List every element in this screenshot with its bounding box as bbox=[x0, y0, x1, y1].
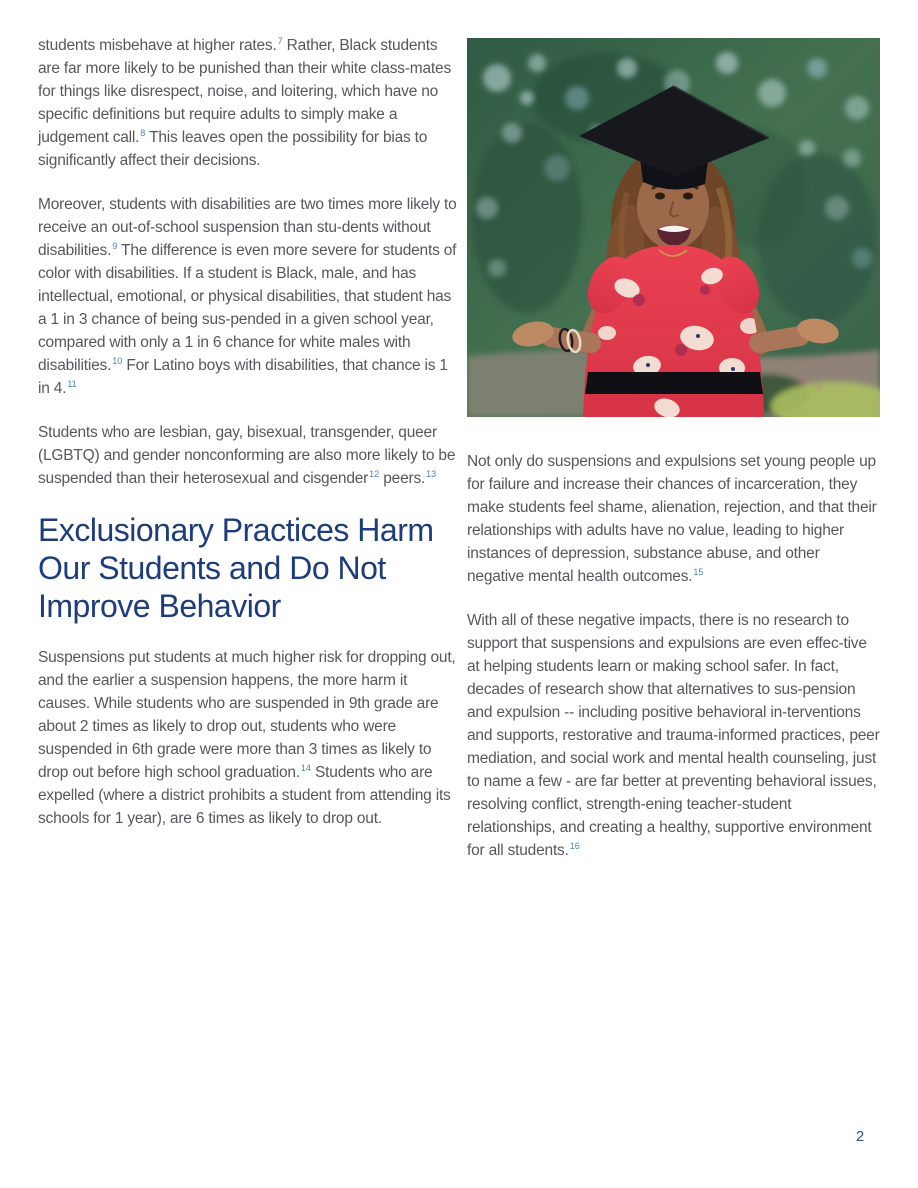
body-paragraph: Not only do suspensions and expulsions set young people up for failure and increase their chances of incarceration, they make students feel shame, alienation, rejection, and that their relationships with adults have no value, leading to higher instances of depression, substance abuse, and other negative mental health outcomes.$^{15}$ bbox=[467, 453, 877, 585]
footnote-marker: 8 bbox=[140, 127, 146, 138]
section-heading: Exclusionary Practices Harm Our Students and Do Not Improve Behavior bbox=[38, 512, 434, 624]
footnote-marker: 11 bbox=[67, 378, 77, 389]
body-paragraph: Suspensions put students at much higher risk for dropping out, and the earlier a suspension happens, the more harm it causes. While students who are suspended in 9th grade are about 2 times as likely to drop out, students who were suspended in 6th grade were more than 3 times as likely to drop out before high school graduation.$^{14}$ Students who are expelled (where a district prohibits a student from attending its schools for 1 year), are 6 times as likely to drop out. bbox=[38, 649, 456, 827]
body-paragraph: With all of these negative impacts, there is no research to support that suspensions and expulsions are even effec-tive at helping students learn or making school safer. In fact, decades of research show that alternatives to sus-pension and expulsion -- including positive behavioral in-terventions and supports, restorative and trauma-informed practices, peer mediation, and social work and mental health counseling, just to name a few - are far better at preventing behavioral issues, resolving conflict, strength-ening teacher-student relationships, and creating a healthy, supportive environment for all students.$^{16}$ bbox=[467, 612, 880, 859]
left-column bbox=[38, 34, 459, 851]
footnote-marker: 13 bbox=[426, 468, 437, 479]
graduate-photo bbox=[467, 38, 880, 417]
photo-illustration bbox=[467, 38, 880, 417]
footnote-marker: 7 bbox=[277, 35, 283, 46]
black-belt bbox=[585, 372, 763, 394]
page-number: 2 bbox=[855, 1128, 865, 1145]
footnote-marker: 14 bbox=[300, 762, 311, 773]
right-column bbox=[467, 38, 880, 883]
body-paragraph: Students who are lesbian, gay, bisexual, transgender, queer (LGBTQ) and gender nonconforming are also more likely to be suspended than their heterosexual and cisgender$^{12}$ peers.$^{13}$ bbox=[38, 424, 456, 487]
body-paragraph: students misbehave at higher rates.$^7$ Rather, Black students are far more likely to be punished than their white class-mates for things like disrespect, noise, and loitering, which have no specific definitions but require adults to simply make a judgement call.$^8$ This leaves open the possibility for bias to significantly affect their decisions. bbox=[38, 35, 451, 169]
footnote-marker: 10 bbox=[112, 355, 123, 366]
footnote-marker: 9 bbox=[112, 240, 118, 251]
right-forearm bbox=[759, 336, 800, 343]
footnote-marker: 16 bbox=[569, 840, 580, 851]
footnote-marker: 15 bbox=[693, 566, 704, 577]
body-paragraph: Moreover, students with disabilities are two times more likely to receive an out-of-school suspension than stu-dents without disabilities.$^9$ The difference is even more severe for students of color with disabilities. If a student is Black, male, and has intellectual, emotional, or physical disabilities, that student has a 1 in 3 chance of being sus-pended in a given school year, compared with only a 1 in 6 chance for white males with disabilities.$^{10}$ For Latino boys with disabilities, that chance is 1 in 4.11 bbox=[38, 196, 457, 397]
footnote-marker: 12 bbox=[369, 468, 380, 479]
